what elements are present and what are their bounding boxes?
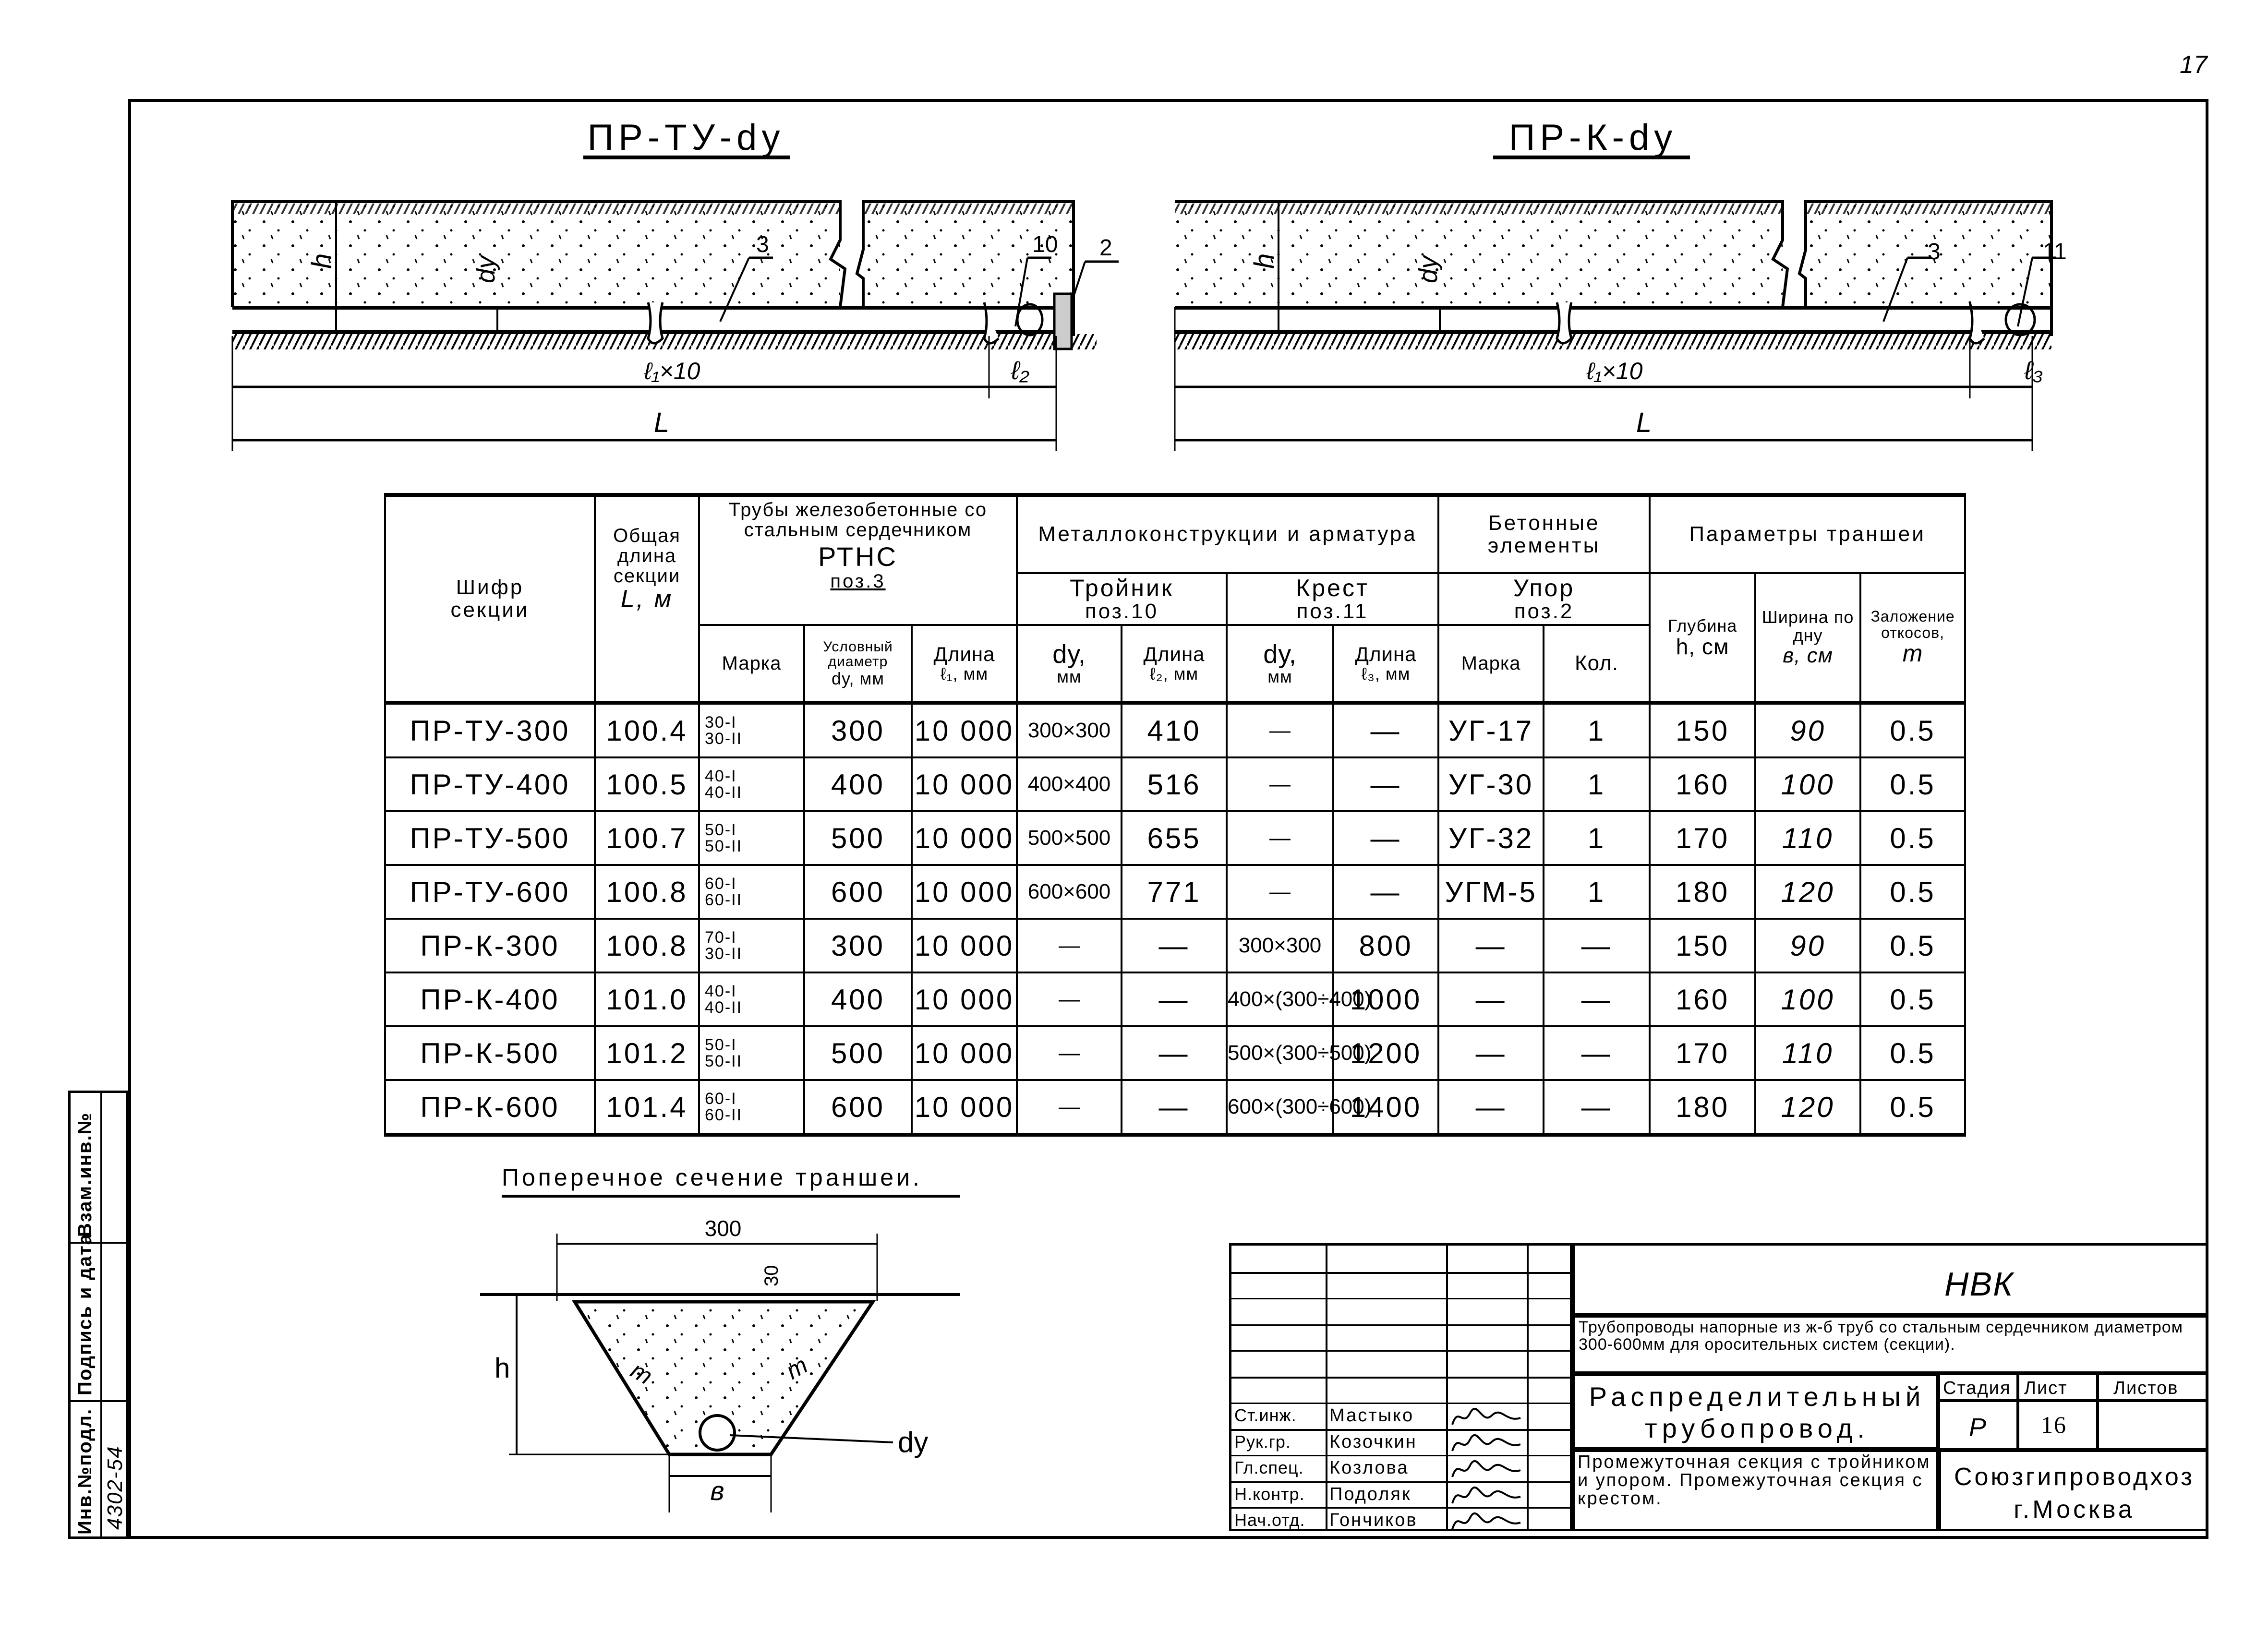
stamp-inv-number: 4302-54 <box>103 1445 127 1530</box>
pipe-mark: 70-I <box>705 928 737 947</box>
dim-L: L <box>653 407 670 438</box>
sheet-description: Промежуточная секция с тройником и упором. Промежуточная секция с крестом. <box>1578 1452 1931 1509</box>
callout-pos2: 2 <box>1099 235 1112 261</box>
header-depth-label: Глубина <box>1667 615 1737 636</box>
header-total-length-label: Общая длина секции <box>613 525 681 587</box>
cell-stop-mark: УГМ-5 <box>1438 865 1544 919</box>
cell-stop-mark: — <box>1438 919 1544 972</box>
cell-code: ПР-К-500 <box>385 1026 595 1080</box>
cell-nominal-diam: 300 <box>804 703 912 757</box>
cell-stop-mark: УГ-17 <box>1438 703 1544 757</box>
header-slope-unit: m <box>1902 640 1923 667</box>
cell-stop-qty: — <box>1544 1080 1650 1135</box>
handwritten-signature <box>1448 1482 1525 1508</box>
cell-depth: 160 <box>1650 972 1755 1026</box>
cell-cross-dy: — <box>1227 757 1333 811</box>
cell-tee-dy: 500×500 <box>1017 811 1122 865</box>
drawing-title-cell <box>1572 1374 1939 1450</box>
stage-label: Стадия <box>1943 1378 2011 1398</box>
pipe-mark: 60-II <box>705 891 743 909</box>
cell-stop-qty: 1 <box>1544 703 1650 757</box>
cell-code: ПР-К-400 <box>385 972 595 1026</box>
header-cross <box>1227 573 1438 625</box>
table-row <box>385 972 1965 1026</box>
cell-length-l1: 10 000 <box>912 919 1017 972</box>
header-qty: Кол. <box>1544 625 1650 703</box>
city: г.Москва <box>2014 1496 2135 1524</box>
grid-line <box>1231 1298 1570 1299</box>
table-row <box>385 1080 1965 1135</box>
table-row <box>385 811 1965 865</box>
cell-tee-dy: 400×400 <box>1017 757 1122 811</box>
cell-cross-dy: 400×(300÷400) <box>1227 972 1333 1026</box>
pipe-mark: 40-I <box>705 767 737 785</box>
cell-slope: 0.5 <box>1860 1026 1965 1080</box>
signature-role: Н.контр. <box>1234 1484 1305 1504</box>
cell-depth: 170 <box>1650 811 1755 865</box>
sections-spec-table <box>384 493 1966 1137</box>
header-stop-label: Упор <box>1513 574 1575 601</box>
header-pipes-sub: РТНС <box>818 541 898 572</box>
dim-l1x10: ℓ₁×10 <box>1586 358 1643 384</box>
cell-total-length: 100.8 <box>595 919 699 972</box>
signature-name: Мастыко <box>1329 1405 1414 1426</box>
header-tee-dy-label: dу, <box>1052 639 1086 669</box>
cell-pipe-mark <box>699 1080 804 1135</box>
sheet-value: 16 <box>2041 1411 2067 1438</box>
grid-line <box>1231 1350 1570 1352</box>
table-row <box>385 919 1965 972</box>
section-cross-drawing <box>1175 117 2067 451</box>
cell-cross-dy: — <box>1227 865 1333 919</box>
dim-l3: ℓ₃ <box>2024 356 2043 385</box>
drawing-title: Распределительный трубопровод. <box>1589 1381 1926 1443</box>
dim-h: h <box>495 1353 510 1384</box>
pipe-mark: 60-I <box>705 1090 737 1108</box>
header-trench: Параметры траншеи <box>1650 495 1965 573</box>
pipe-mark: 30-II <box>705 945 743 963</box>
header-stop <box>1438 573 1650 625</box>
sheet-label: Лист <box>2024 1378 2068 1398</box>
cell-total-length: 100.5 <box>595 757 699 811</box>
cell-cross-dy: 300×300 <box>1227 919 1333 972</box>
cell-stop-mark: — <box>1438 1080 1544 1135</box>
table-row <box>385 703 1965 757</box>
cell-code: ПР-К-600 <box>385 1080 595 1135</box>
dim-l1x10: ℓ₁×10 <box>644 358 700 384</box>
header-cross-dy <box>1227 625 1333 703</box>
grid-line <box>1326 1246 1327 1529</box>
cell-slope: 0.5 <box>1860 919 1965 972</box>
cell-stop-mark: — <box>1438 972 1544 1026</box>
cell-nominal-diam: 300 <box>804 919 912 972</box>
cell-length-l1: 10 000 <box>912 811 1017 865</box>
cell-pipe-mark <box>699 919 804 972</box>
label-slope-left: m <box>626 1356 657 1390</box>
cell-length-l2: 655 <box>1122 811 1227 865</box>
cell-code: ПР-К-300 <box>385 919 595 972</box>
callout-pos3: 3 <box>1928 239 1941 264</box>
cell-slope: 0.5 <box>1860 865 1965 919</box>
header-total-length-unit: L, м <box>620 585 674 613</box>
header-pipes-label: Трубы железобетонные со стальным сердечником <box>728 499 988 540</box>
signature-name: Козочкин <box>1329 1431 1417 1452</box>
cell-nominal-diam: 600 <box>804 1080 912 1135</box>
cell-depth: 150 <box>1650 703 1755 757</box>
cell-length-l3: — <box>1333 865 1438 919</box>
trench-cross-section <box>456 1152 1008 1526</box>
signature-role: Ст.инж. <box>1234 1405 1297 1425</box>
cell-stop-qty: — <box>1544 1026 1650 1080</box>
cell-length-l2: 410 <box>1122 703 1227 757</box>
callout-pos10: 10 <box>1032 232 1058 257</box>
cell-depth: 160 <box>1650 757 1755 811</box>
cell-length-l1: 10 000 <box>912 972 1017 1026</box>
pipe-mark: 40-I <box>705 982 737 1000</box>
sheets-label-cell <box>2098 1374 2208 1401</box>
dim-top-width: 300 <box>704 1216 742 1241</box>
stamp-inv-orig-label: Инв.№подл. <box>74 1408 96 1535</box>
header-nominal-diam <box>804 625 912 703</box>
cell-total-length: 101.2 <box>595 1026 699 1080</box>
pipe-mark: 40-II <box>705 783 743 802</box>
signature-role: Нач.отд. <box>1234 1510 1305 1530</box>
grid-line <box>1231 1324 1570 1326</box>
cell-depth: 150 <box>1650 919 1755 972</box>
cell-length-l2: — <box>1122 919 1227 972</box>
header-length-l1-label: Длина <box>933 643 995 666</box>
cell-nominal-diam: 400 <box>804 757 912 811</box>
sheet-desc-cell <box>1572 1450 1939 1531</box>
cell-width: 90 <box>1755 919 1860 972</box>
table-row <box>385 1026 1965 1080</box>
dim-bottom-width: в <box>710 1476 724 1506</box>
dim-berm: 30 <box>761 1265 782 1286</box>
header-tee <box>1017 573 1227 625</box>
cell-length-l3: — <box>1333 757 1438 811</box>
callout-pos3: 3 <box>756 232 769 257</box>
cell-cross-dy: 600×(300÷600) <box>1227 1080 1333 1135</box>
header-metal: Металлоконструкции и арматура <box>1017 495 1438 573</box>
label-slope-right: m <box>781 1351 812 1385</box>
pipe-mark: 60-I <box>705 875 737 893</box>
header-stop-pos: поз.2 <box>1514 600 1574 624</box>
cell-slope: 0.5 <box>1860 703 1965 757</box>
header-length-l3 <box>1333 625 1438 703</box>
header-tee-pos: поз.10 <box>1085 600 1159 624</box>
cell-length-l1: 10 000 <box>912 865 1017 919</box>
cell-stop-qty: — <box>1544 919 1650 972</box>
cell-code: ПР-ТУ-300 <box>385 703 595 757</box>
code-cell <box>1572 1243 2208 1315</box>
cell-length-l2: — <box>1122 1080 1227 1135</box>
cell-code: ПР-ТУ-500 <box>385 811 595 865</box>
pipe-mark: 30-I <box>705 713 737 732</box>
label-h: h <box>1249 253 1280 269</box>
cell-pipe-mark <box>699 757 804 811</box>
cell-length-l3: — <box>1333 703 1438 757</box>
pipe-mark: 40-II <box>705 998 743 1017</box>
pipe-mark: 50-II <box>705 1052 743 1070</box>
label-dy: dу <box>471 255 500 283</box>
cell-pipe-mark <box>699 1026 804 1080</box>
pipe-mark: 30-II <box>705 730 743 748</box>
cell-stop-qty: 1 <box>1544 865 1650 919</box>
organization: Союзгипроводхоз <box>1954 1463 2195 1491</box>
header-width-label: Ширина по дну <box>1761 607 1854 645</box>
drawing-title-cross: ПР-К-dу <box>1508 117 1677 158</box>
handwritten-signature <box>1448 1430 1525 1456</box>
cell-slope: 0.5 <box>1860 811 1965 865</box>
header-depth <box>1650 573 1755 703</box>
grid-line <box>1231 1377 1570 1379</box>
sheet-label-cell <box>2018 1374 2098 1401</box>
section-tee-drawing <box>232 117 1119 451</box>
cell-tee-dy: — <box>1017 1080 1122 1135</box>
cell-slope: 0.5 <box>1860 972 1965 1026</box>
cell-width: 120 <box>1755 865 1860 919</box>
cell-length-l2: 771 <box>1122 865 1227 919</box>
header-depth-unit: h, см <box>1676 634 1729 659</box>
cell-total-length: 100.7 <box>595 811 699 865</box>
header-length-l3-label: Длина <box>1355 643 1417 666</box>
header-concrete: Бетонные элементы <box>1438 495 1650 573</box>
handwritten-signature <box>1448 1508 1525 1534</box>
header-slope <box>1860 573 1965 703</box>
cell-pipe-mark <box>699 972 804 1026</box>
stage-cell <box>1939 1401 2018 1450</box>
cell-length-l2: 516 <box>1122 757 1227 811</box>
header-slope-label: Заложение откосов, <box>1870 608 1955 641</box>
header-length-l1-unit: ℓ₁, мм <box>940 664 989 684</box>
drawing-title-tee: ПР-ТУ-dу <box>587 117 785 158</box>
cell-total-length: 100.8 <box>595 865 699 919</box>
label-dy: dу <box>898 1426 929 1458</box>
cell-width: 90 <box>1755 703 1860 757</box>
cell-length-l2: — <box>1122 1026 1227 1080</box>
cell-code: ПР-ТУ-600 <box>385 865 595 919</box>
header-cross-label: Крест <box>1296 574 1369 601</box>
grid-line <box>1527 1246 1529 1529</box>
header-pipes <box>699 495 1017 625</box>
stage-value: Р <box>1969 1413 1988 1442</box>
sheets-cell <box>2098 1401 2208 1450</box>
cell-tee-dy: — <box>1017 972 1122 1026</box>
cell-length-l1: 10 000 <box>912 757 1017 811</box>
title-block <box>1229 1243 2208 1539</box>
pipe-mark: 50-II <box>705 837 743 855</box>
header-length-l2 <box>1122 625 1227 703</box>
cell-length-l3: 800 <box>1333 919 1438 972</box>
sheets-label: Листов <box>2113 1378 2179 1398</box>
signatures-grid <box>1229 1243 1572 1531</box>
cell-length-l1: 10 000 <box>912 703 1017 757</box>
header-length-l3-unit: ℓ₃, мм <box>1361 664 1411 684</box>
header-pipes-pos: поз.3 <box>830 570 886 592</box>
signature-name: Козлова <box>1329 1458 1409 1478</box>
cell-stop-mark: — <box>1438 1026 1544 1080</box>
cell-length-l3: 1200 <box>1333 1026 1438 1080</box>
pipe-mark: 60-II <box>705 1106 743 1124</box>
header-cross-dy-label: dу, <box>1263 639 1297 669</box>
cell-length-l3: — <box>1333 811 1438 865</box>
label-dy: dу <box>1414 255 1443 283</box>
table-row <box>385 757 1965 811</box>
grid-line <box>1446 1246 1448 1529</box>
cell-tee-dy: — <box>1017 919 1122 972</box>
cell-pipe-mark <box>699 703 804 757</box>
cell-nominal-diam: 500 <box>804 1026 912 1080</box>
header-code: Шифр секции <box>385 495 595 703</box>
header-length-l2-unit: ℓ₂, мм <box>1149 664 1199 684</box>
label-h: h <box>306 253 338 269</box>
cell-tee-dy: 600×600 <box>1017 865 1122 919</box>
cell-tee-dy: 300×300 <box>1017 703 1122 757</box>
header-length-l2-label: Длина <box>1143 643 1205 666</box>
header-stop-mark: Марка <box>1438 625 1544 703</box>
header-cross-dy-unit: мм <box>1267 667 1292 687</box>
stamp-replace-inv-label: Взам.инв.№ <box>74 1112 96 1237</box>
cell-stop-qty: 1 <box>1544 757 1650 811</box>
handwritten-signature <box>1448 1456 1525 1482</box>
cell-slope: 0.5 <box>1860 1080 1965 1135</box>
cell-total-length: 101.4 <box>595 1080 699 1135</box>
header-mark: Марка <box>699 625 804 703</box>
pipe-mark: 50-I <box>705 1036 737 1054</box>
drawing-code: НВК <box>1944 1265 2014 1303</box>
cell-depth: 180 <box>1650 1080 1755 1135</box>
header-nominal-diam-unit: dу, мм <box>832 668 884 688</box>
signature-name: Подоляк <box>1329 1484 1411 1504</box>
cell-slope: 0.5 <box>1860 757 1965 811</box>
signature-role: Рук.гр. <box>1234 1431 1291 1452</box>
cell-nominal-diam: 500 <box>804 811 912 865</box>
cell-cross-dy: — <box>1227 811 1333 865</box>
cell-length-l3: 1400 <box>1333 1080 1438 1135</box>
cell-stop-qty: — <box>1544 972 1650 1026</box>
table-row <box>385 865 1965 919</box>
header-tee-dy-unit: мм <box>1057 667 1082 687</box>
cell-width: 110 <box>1755 811 1860 865</box>
pipe-mark: 50-I <box>705 821 737 839</box>
cell-nominal-diam: 600 <box>804 865 912 919</box>
stage-label-cell <box>1939 1374 2018 1401</box>
cell-length-l3: 1000 <box>1333 972 1438 1026</box>
stamp-signature-date-label: Подпись и дата <box>74 1233 96 1395</box>
cell-nominal-diam: 400 <box>804 972 912 1026</box>
cell-length-l1: 10 000 <box>912 1080 1017 1135</box>
handwritten-signature <box>1448 1404 1525 1429</box>
project-cell <box>1572 1315 2208 1374</box>
cell-width: 110 <box>1755 1026 1860 1080</box>
cell-pipe-mark <box>699 811 804 865</box>
signature-role: Гл.спец. <box>1234 1458 1304 1477</box>
dim-L: L <box>1636 407 1652 438</box>
organization-cell <box>1939 1450 2208 1531</box>
sheet-cell <box>2018 1401 2098 1450</box>
header-width-unit: в, см <box>1783 643 1833 667</box>
cell-depth: 170 <box>1650 1026 1755 1080</box>
cell-total-length: 100.4 <box>595 703 699 757</box>
cell-length-l2: — <box>1122 972 1227 1026</box>
header-width <box>1755 573 1860 703</box>
callout-pos11: 11 <box>2043 239 2067 264</box>
cell-stop-qty: 1 <box>1544 811 1650 865</box>
grid-line <box>1231 1272 1570 1274</box>
header-nominal-diam-label: Условный диаметр <box>823 638 893 670</box>
cell-width: 100 <box>1755 757 1860 811</box>
header-tee-label: Тройник <box>1070 574 1174 601</box>
longitudinal-sections <box>0 0 2268 480</box>
dim-l2: ℓ₂ <box>1011 356 1030 385</box>
cell-cross-dy: 500×(300÷500) <box>1227 1026 1333 1080</box>
cell-pipe-mark <box>699 865 804 919</box>
cell-tee-dy: — <box>1017 1026 1122 1080</box>
project-title: Трубопроводы напорные из ж-б труб со стальным сердечником диаметром 300-600мм для оросительных систем (секции). <box>1579 1318 2184 1354</box>
header-total-length <box>595 495 699 703</box>
cell-stop-mark: УГ-30 <box>1438 757 1544 811</box>
cell-width: 100 <box>1755 972 1860 1026</box>
cell-length-l1: 10 000 <box>912 1026 1017 1080</box>
cell-width: 120 <box>1755 1080 1860 1135</box>
cell-total-length: 101.0 <box>595 972 699 1026</box>
cell-cross-dy: — <box>1227 703 1333 757</box>
header-cross-pos: поз.11 <box>1296 600 1369 624</box>
signature-name: Гончиков <box>1329 1510 1418 1530</box>
cross-section-title: Поперечное сечение траншеи. <box>502 1164 922 1191</box>
cell-code: ПР-ТУ-400 <box>385 757 595 811</box>
side-stamp <box>68 1091 128 1539</box>
cell-stop-mark: УГ-32 <box>1438 811 1544 865</box>
page-number: 17 <box>2180 51 2208 79</box>
cell-depth: 180 <box>1650 865 1755 919</box>
header-length-l1 <box>912 625 1017 703</box>
header-tee-dy <box>1017 625 1122 703</box>
